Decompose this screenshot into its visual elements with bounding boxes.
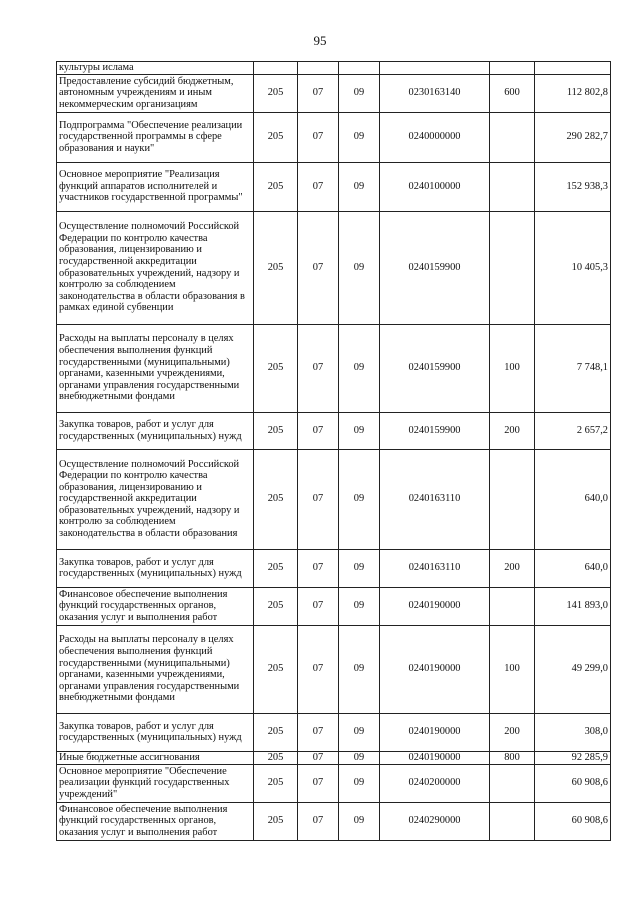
ministry-code: 205 bbox=[254, 112, 298, 162]
ministry-code: 205 bbox=[254, 751, 298, 764]
section-code: 07 bbox=[298, 751, 339, 764]
row-name: Осуществление полномочий Российской Федерации по контролю качества образования, лицензированию и государственной аккредитации образовательных учреждений, надзору и контролю за соблюдением законодательства в области образования в рамках единой субвенции bbox=[57, 211, 254, 324]
expense-type-code bbox=[490, 112, 535, 162]
table-row bbox=[57, 62, 611, 75]
row-name: Закупка товаров, работ и услуг для государственных (муниципальных) нужд bbox=[57, 549, 254, 587]
subsection-code: 09 bbox=[339, 802, 380, 840]
expense-type-code bbox=[490, 802, 535, 840]
table-row bbox=[57, 324, 611, 412]
row-name: Иные бюджетные ассигнования bbox=[57, 751, 254, 764]
sum-value: 640,0 bbox=[535, 549, 611, 587]
subsection-code: 09 bbox=[339, 162, 380, 211]
section-code: 07 bbox=[298, 112, 339, 162]
target-code: 0240190000 bbox=[380, 751, 490, 764]
section-code: 07 bbox=[298, 764, 339, 802]
target-code: 0230163140 bbox=[380, 74, 490, 112]
target-code: 0240000000 bbox=[380, 112, 490, 162]
subsection-code: 09 bbox=[339, 211, 380, 324]
sum-value: 92 285,9 bbox=[535, 751, 611, 764]
target-code: 0240159900 bbox=[380, 211, 490, 324]
expense-type-code: 100 bbox=[490, 625, 535, 713]
ministry-code: 205 bbox=[254, 625, 298, 713]
target-code: 0240100000 bbox=[380, 162, 490, 211]
section-code: 07 bbox=[298, 802, 339, 840]
table-row bbox=[57, 549, 611, 587]
sum-value: 112 802,8 bbox=[535, 74, 611, 112]
table-row bbox=[57, 449, 611, 549]
row-name: Предоставление субсидий бюджетным, автономным учреждениям и иным некоммерческим организациям bbox=[57, 74, 254, 112]
expense-type-code bbox=[490, 162, 535, 211]
sum-value: 2 657,2 bbox=[535, 412, 611, 449]
sum-value: 152 938,3 bbox=[535, 162, 611, 211]
target-code: 0240163110 bbox=[380, 549, 490, 587]
ministry-code bbox=[254, 62, 298, 75]
expense-type-code bbox=[490, 764, 535, 802]
sum-value: 60 908,6 bbox=[535, 764, 611, 802]
section-code: 07 bbox=[298, 324, 339, 412]
row-name: культуры ислама bbox=[57, 62, 254, 75]
table-row bbox=[57, 412, 611, 449]
table-row bbox=[57, 802, 611, 840]
row-name: Осуществление полномочий Российской Федерации по контролю качества образования, лицензированию и государственной аккредитации образовательных учреждений, надзору и контролю за соблюдением законодательства в области образования bbox=[57, 449, 254, 549]
section-code: 07 bbox=[298, 211, 339, 324]
subsection-code: 09 bbox=[339, 74, 380, 112]
sum-value: 640,0 bbox=[535, 449, 611, 549]
target-code bbox=[380, 62, 490, 75]
expense-type-code: 600 bbox=[490, 74, 535, 112]
page-number: 95 bbox=[313, 33, 327, 48]
table-row bbox=[57, 74, 611, 112]
expense-type-code bbox=[490, 449, 535, 549]
subsection-code: 09 bbox=[339, 751, 380, 764]
section-code: 07 bbox=[298, 74, 339, 112]
row-name: Расходы на выплаты персоналу в целях обеспечения выполнения функций государственными (муниципальными) органами, казенными учреждениями, органами управления государственными внебюджетными фондами bbox=[57, 324, 254, 412]
ministry-code: 205 bbox=[254, 764, 298, 802]
ministry-code: 205 bbox=[254, 412, 298, 449]
subsection-code: 09 bbox=[339, 112, 380, 162]
section-code: 07 bbox=[298, 549, 339, 587]
row-name: Финансовое обеспечение выполнения функций государственных органов, оказания услуг и выполнения работ bbox=[57, 802, 254, 840]
row-name: Закупка товаров, работ и услуг для государственных (муниципальных) нужд bbox=[57, 713, 254, 751]
target-code: 0240190000 bbox=[380, 625, 490, 713]
ministry-code: 205 bbox=[254, 324, 298, 412]
ministry-code: 205 bbox=[254, 211, 298, 324]
row-name: Закупка товаров, работ и услуг для государственных (муниципальных) нужд bbox=[57, 412, 254, 449]
section-code: 07 bbox=[298, 625, 339, 713]
subsection-code: 09 bbox=[339, 324, 380, 412]
target-code: 0240159900 bbox=[380, 324, 490, 412]
table-row bbox=[57, 587, 611, 625]
subsection-code: 09 bbox=[339, 412, 380, 449]
subsection-code: 09 bbox=[339, 764, 380, 802]
sum-value: 290 282,7 bbox=[535, 112, 611, 162]
row-name: Основное мероприятие "Обеспечение реализации функций государственных учреждений" bbox=[57, 764, 254, 802]
sum-value: 60 908,6 bbox=[535, 802, 611, 840]
sum-value: 141 893,0 bbox=[535, 587, 611, 625]
subsection-code: 09 bbox=[339, 713, 380, 751]
section-code: 07 bbox=[298, 449, 339, 549]
row-name: Основное мероприятие "Реализация функций аппаратов исполнителей и участников государственной программы" bbox=[57, 162, 254, 211]
subsection-code: 09 bbox=[339, 449, 380, 549]
sum-value: 10 405,3 bbox=[535, 211, 611, 324]
table-row bbox=[57, 211, 611, 324]
row-name: Финансовое обеспечение выполнения функций государственных органов, оказания услуг и выполнения работ bbox=[57, 587, 254, 625]
sum-value: 49 299,0 bbox=[535, 625, 611, 713]
table-row bbox=[57, 162, 611, 211]
table-row bbox=[57, 713, 611, 751]
section-code: 07 bbox=[298, 713, 339, 751]
section-code bbox=[298, 62, 339, 75]
target-code: 0240200000 bbox=[380, 764, 490, 802]
ministry-code: 205 bbox=[254, 713, 298, 751]
ministry-code: 205 bbox=[254, 74, 298, 112]
target-code: 0240190000 bbox=[380, 713, 490, 751]
expense-type-code: 800 bbox=[490, 751, 535, 764]
sum-value: 308,0 bbox=[535, 713, 611, 751]
ministry-code: 205 bbox=[254, 802, 298, 840]
expense-type-code: 100 bbox=[490, 324, 535, 412]
expense-type-code bbox=[490, 62, 535, 75]
table-row bbox=[57, 751, 611, 764]
subsection-code: 09 bbox=[339, 625, 380, 713]
ministry-code: 205 bbox=[254, 587, 298, 625]
budget-table bbox=[56, 61, 611, 841]
section-code: 07 bbox=[298, 587, 339, 625]
target-code: 0240290000 bbox=[380, 802, 490, 840]
row-name: Расходы на выплаты персоналу в целях обеспечения выполнения функций государственными (муниципальными) органами, казенными учреждениями, органами управления государственными внебюджетными фондами bbox=[57, 625, 254, 713]
section-code: 07 bbox=[298, 162, 339, 211]
target-code: 0240190000 bbox=[380, 587, 490, 625]
table-row bbox=[57, 625, 611, 713]
subsection-code bbox=[339, 62, 380, 75]
section-code: 07 bbox=[298, 412, 339, 449]
sum-value bbox=[535, 62, 611, 75]
ministry-code: 205 bbox=[254, 449, 298, 549]
expense-type-code bbox=[490, 211, 535, 324]
table-row bbox=[57, 112, 611, 162]
subsection-code: 09 bbox=[339, 587, 380, 625]
row-name: Подпрограмма "Обеспечение реализации государственной программы в сфере образования и науки" bbox=[57, 112, 254, 162]
subsection-code: 09 bbox=[339, 549, 380, 587]
ministry-code: 205 bbox=[254, 549, 298, 587]
target-code: 0240163110 bbox=[380, 449, 490, 549]
expense-type-code: 200 bbox=[490, 412, 535, 449]
expense-type-code: 200 bbox=[490, 549, 535, 587]
sum-value: 7 748,1 bbox=[535, 324, 611, 412]
ministry-code: 205 bbox=[254, 162, 298, 211]
expense-type-code: 200 bbox=[490, 713, 535, 751]
expense-type-code bbox=[490, 587, 535, 625]
table-row bbox=[57, 764, 611, 802]
target-code: 0240159900 bbox=[380, 412, 490, 449]
